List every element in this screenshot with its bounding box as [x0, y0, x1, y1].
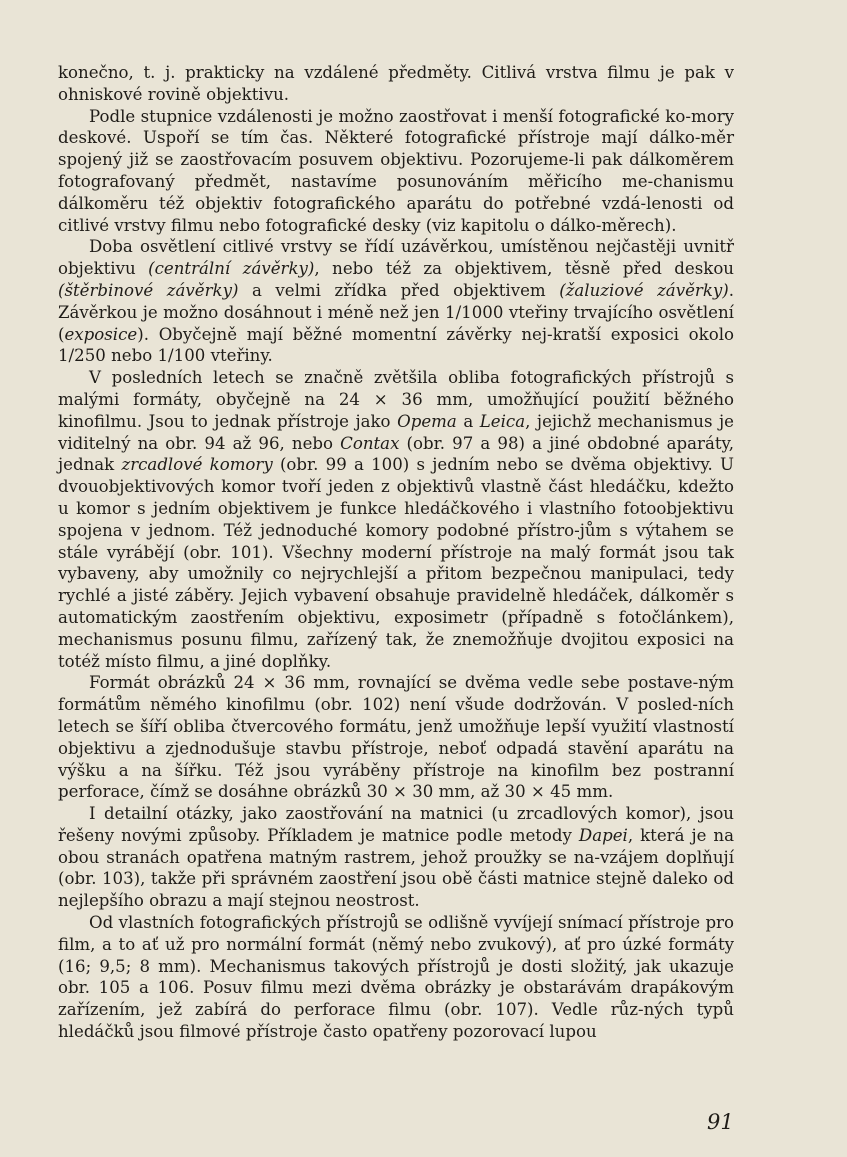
italic-text: (žaluziové závěrky): [559, 280, 729, 300]
text-run: , nebo též za objektivem, těsně před deskou: [314, 259, 734, 279]
page-number: 91: [707, 1110, 734, 1134]
text-run: (obr. 97 a 98) a jiné obdobné aparáty, jednak: [58, 433, 734, 475]
text-run: ). Obyčejně mají běžné momentní závěrky nej-kratší exposici okolo 1/250 nebo 1/100 vteřiny.: [58, 324, 734, 366]
text-run: Od vlastních fotografických přístrojů se odlišně vyvíjejí snímací přístroje pro film, a to ať už pro normální formát (němý nebo zvukový), ať pro úzké formáty (16; 9,5; 8 mm). Mechanismus takových přístrojů je dosti složitý, jak ukazuje obr. 105 a 106. Posuv filmu mezi dvěma obrázky je obstarávám drapákovým zařízením, jež zabírá do perforace filmu (obr. 107). Vedle růz-ných typů hledáčků jsou filmové přístroje často opatřeny pozorovací lupou: [58, 913, 734, 1042]
text-run: Doba osvětlení citlivé vrstvy se řídí uzávěrkou, umístěnou nejčastěji uvnitř objektivu: [58, 237, 734, 279]
italic-text: zrcadlové komory: [121, 455, 273, 475]
paragraph: [58, 236, 734, 367]
text-run: , která je na obou stranách opatřena matným rastrem, jehož proužky se na-vzájem doplňují (obr. 103), takže při správném zaostření jsou obě části matnice stejně daleko od nejlepšího obrazu a mají stejnou neostrost.: [58, 825, 735, 911]
paragraph: [58, 912, 734, 1043]
text-run: . Závěrkou je možno dosáhnout i méně než jen 1/1000 vteřiny trvajícího osvětlení (: [58, 280, 735, 344]
text-run: a velmi zřídka před objektivem: [238, 280, 560, 300]
text-run: (obr. 99 a 100) s jedním nebo se dvěma objektivy. U dvouobjektivových komor tvoří jeden z objektivů vlastně část hledáčku, kdežto u komor s jedním objektivem je funkce hledáčkového i vlastního fotoobjektivu spojena v jednom. Též jednoduché komory podobné přístro-jům s výtahem se stále vyrábějí (obr. 101). Všechny moderní přístroje na malý formát jsou tak vybaveny, aby umožnily co nejrychlejší a přitom bezpečnou manipulaci, tedy rychlé a jisté záběry. Jejich vybavení obsahuje pravidelně hledáček, dálkoměr s automatickým zaostřením objektivu, exposimetr (případně s fotočlánkem), mechanismus posunu filmu, zařízený tak, že znemožňuje dvojitou exposici na totéž místo filmu, a jiné doplňky.: [58, 455, 734, 671]
text-run: konečno, t. j. prakticky na vzdálené předměty. Citlivá vrstva filmu je pak v ohniskové rovině objektivu.: [58, 63, 734, 104]
text-run: V posledních letech se značně zvětšila obliba fotografických přístrojů s malými formáty, obyčejně na 24 × 36 mm, umožňující použití běžného kinofilmu. Jsou to jednak přístroje jako: [58, 368, 734, 431]
text-run: Podle stupnice vzdálenosti je možno zaostřovat i menší fotografické ko-mory deskové. Uspoří se tím čas. Některé fotografické přístroje mají dálko-měr spojený již se zaostřovacím posuvem objektivu. Pozorujeme-li pak dálkoměrem fotografovaný předmět, nastavíme posunováním měřicího me-chanismu dálkoměru též objektiv fotografického aparátu do potřebné vzdá-lenosti od citlivé vrstvy filmu nebo fotografické desky (viz kapitolu o dálko-měrech).: [58, 106, 734, 235]
text-run: , jejichž mechanismus je viditelný na obr. 94 až 96, nebo: [58, 411, 734, 453]
paragraph: [58, 672, 734, 803]
text-run: I detailní otázky, jako zaostřování na matnici (u zrcadlových komor), jsou řešeny novými způsoby. Příkladem je matnice podle metody: [58, 804, 734, 845]
paragraph: [58, 367, 734, 672]
text-run: Formát obrázků 24 × 36 mm, rovnající se dvěma vedle sebe postave-ným formátům němého kinofilmu (obr. 102) není všude dodržován. V posled-ních letech se šíří obliba čtvercového formátu, jenž umožňuje lepší využití vlastností objektivu a zjednodušuje stavbu přístroje, neboť odpadá stavění aparátu na výšku a na šířku. Též jsou vyráběny přístroje na kinofilm bez postranní perforace, čímž se dosáhne obrázků 30 × 30 mm, až 30 × 45 mm.: [58, 673, 734, 802]
italic-text: exposice: [64, 324, 138, 344]
italic-text: (štěrbinové závěrky): [58, 280, 239, 300]
italic-text: Opema: [397, 411, 457, 431]
paragraph: [58, 803, 734, 912]
text-run: a: [456, 411, 480, 431]
italic-text: Leica: [479, 411, 526, 431]
italic-text: Dapei: [578, 825, 628, 845]
paragraph: [58, 106, 734, 237]
paragraph: [58, 62, 734, 106]
body-text: [58, 62, 734, 1043]
italic-text: (centrální závěrky): [148, 259, 315, 279]
italic-text: Contax: [340, 433, 400, 453]
